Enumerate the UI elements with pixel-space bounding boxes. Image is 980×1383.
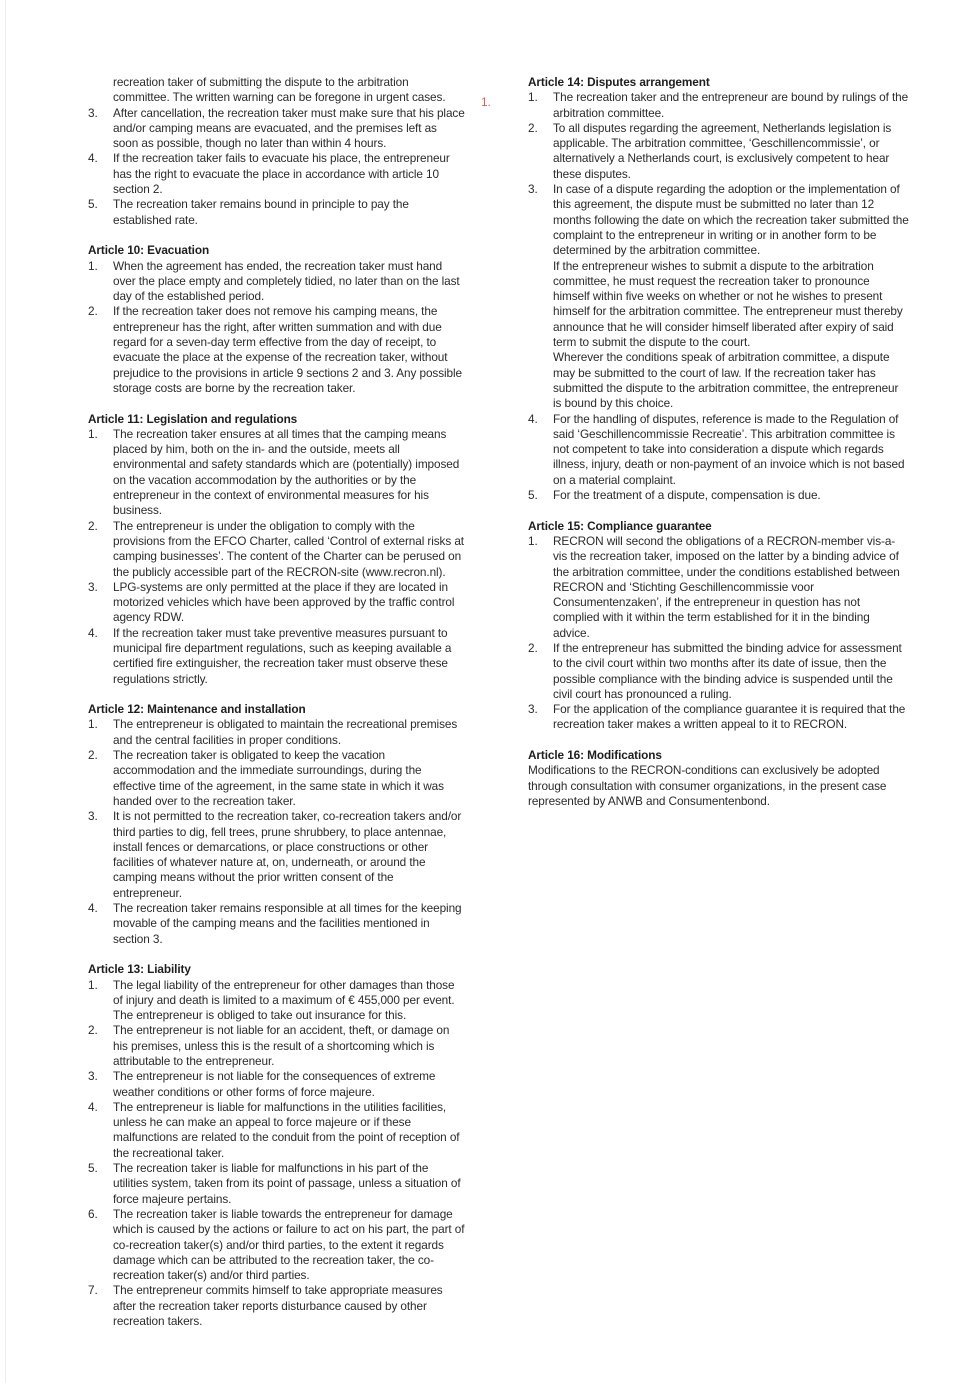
paragraph-text: After cancellation, the recreation taker must make sure that his place and/or camping means are evacuated, and the premises left as soon as possible, though no later than within 4 hours. xyxy=(113,105,465,151)
item-number: 4. xyxy=(88,625,98,640)
article-heading: Article 16: Modifications xyxy=(528,748,662,763)
paragraph-text: Modifications to the RECRON-conditions can exclusively be adopted through consultation with consumer organizations, in the present case represented by ANWB and Consumentenbond. xyxy=(528,763,887,808)
paragraph-text: RECRON will second the obligations of a RECRON-member vis-a-vis the recreation taker, imposed on the latter by a binding advice of the arbitration committee, under the conditions established between RECRON and ‘Stichting Geschillencommissie voor Consumentenzaken’, if the entrepreneur in question has not complied with it within the term established for it in the binding advice. xyxy=(553,533,900,640)
paragraph-text: The legal liability of the entrepreneur for other damages than those of injury and death is limited to a maximum of € 455,000 per event. The entrepreneur is obliged to take out insurance for this. xyxy=(113,977,455,1023)
list-item xyxy=(528,182,909,411)
list-item xyxy=(88,259,465,305)
paragraph-text: The entrepreneur is under the obligation to comply with the provisions from the EFCO Charter, called ‘Control of external risks at camping businesses’. The content of the Charter can be perused on the publicly accessible part of the RECRON-site (www.recron.nl). xyxy=(113,518,464,579)
list-item xyxy=(88,1207,465,1283)
item-text xyxy=(553,702,909,733)
article-heading: Article 11: Legislation and regulations xyxy=(88,411,298,426)
paragraph-text: The recreation taker is liable for malfunctions in his part of the utilities system, taken from its point of passage, unless a situation of force majeure pertains. xyxy=(113,1161,461,1206)
article-section xyxy=(528,75,909,503)
list-item xyxy=(88,197,465,228)
item-text xyxy=(113,197,465,228)
paragraph-text: The entrepreneur is liable for malfunctions in the utilities facilities, unless he can make an appeal to force majeure or if these malfunctions are related to the conduit from the point of reception of the recreational taker. xyxy=(113,1099,460,1160)
paragraph-text: If the entrepreneur wishes to submit a dispute to the arbitration committee, he must request the recreation taker to pronounce himself within five weeks on whether or not he wishes to present himself for the arbitration committee. The entrepreneur must thereby announce that he will consider himself liberated after expiry of said term to submit the dispute to the court. xyxy=(553,258,903,350)
article-paragraph xyxy=(528,763,909,809)
item-text xyxy=(553,488,909,503)
item-number: 3. xyxy=(528,702,538,717)
item-number: 5. xyxy=(528,488,538,503)
paragraph-text: The recreation taker ensures at all times that the camping means placed by him, both on the in- and the outside, meets all environmental and safety standards which are (potentially) imposed on the vacation accommodation by the authorities or by the entrepreneur in the context of environmental measures for his business. xyxy=(113,426,460,518)
paragraph-text: In case of a dispute regarding the adoption or the implementation of this agreement, the dispute must be submitted no later than 12 months following the date on which the recreation taker submitted the complaint to the entrepreneur in writing or in another form to be determined by the arbitration committee. xyxy=(553,182,909,258)
item-text xyxy=(113,1207,465,1283)
paragraph-text: To all disputes regarding the agreement, Netherlands legislation is applicable. The arbitration committee, ‘Geschillencommissie’, or alternatively a Netherlands court, is exclusively competent to hear these disputes. xyxy=(553,120,892,181)
item-text xyxy=(553,90,909,121)
paragraph-text: LPG-systems are only permitted at the place if they are located in motorized vehicles which have been approved by the traffic control agency RDW. xyxy=(113,579,455,625)
list-item xyxy=(528,702,909,733)
list-item xyxy=(88,717,465,748)
item-number: 4. xyxy=(88,151,98,166)
item-number: 1. xyxy=(528,533,538,548)
article-section xyxy=(88,412,465,687)
article-heading: Article 14: Disputes arrangement xyxy=(528,75,710,89)
paragraph-text: If the entrepreneur has submitted the binding advice for assessment to the civil court within two months after its date of issue, then the possible compliance with the binding advice is suspended until the civil court has pronounced a ruling. xyxy=(553,640,902,701)
paragraph-text: For the handling of disputes, reference is made to the Regulation of said ‘Geschillencommissie Recreatie’. This arbitration committee is not competent to take into consideration a dispute which regards illness, injury, death or non-payment of an invoice which is not based on a material complaint. xyxy=(553,411,905,487)
paragraph-text: The entrepreneur is not liable for an accident, theft, or damage on his premises, unless this is the result of a shortcoming which is attributable to the entrepreneur. xyxy=(113,1023,450,1068)
item-number: 1. xyxy=(88,426,98,441)
item-text xyxy=(113,978,465,1024)
paragraph-text: For the application of the compliance guarantee it is required that the recreation taker makes a written appeal to it to RECRON. xyxy=(553,702,906,732)
list-item xyxy=(88,151,465,197)
column-left xyxy=(88,75,465,1329)
page-left-edge xyxy=(5,0,6,1383)
paragraph-text: The entrepreneur is obligated to maintain the recreational premises and the central facilities in proper conditions. xyxy=(113,717,458,747)
article-section xyxy=(88,243,465,396)
list-item xyxy=(88,106,465,152)
item-number: 1. xyxy=(88,977,98,992)
paragraph-text: If the recreation taker does not remove his camping means, the entrepreneur has the right, after written summation and with due regard for a seven-day term effective from the day of receipt, to evacuate the place at the expense of the recreation taker, without prejudice to the provisions in article 9 sections 2 and 3. Any possible storage costs are borne by the recreation taker. xyxy=(113,304,462,395)
item-number: 3. xyxy=(88,809,98,824)
list-item xyxy=(88,748,465,809)
paragraph-text: Wherever the conditions speak of arbitration committee, a dispute may be submitted to the court of law. If the recreation taker has submitted the dispute to the arbitration committee, the entrepreneur is bound by this choice. xyxy=(553,350,899,411)
list-item xyxy=(528,121,909,182)
list-item xyxy=(88,304,465,396)
list-item xyxy=(88,1283,465,1329)
item-text xyxy=(553,121,909,182)
item-text xyxy=(113,901,465,947)
list-item xyxy=(88,1069,465,1100)
item-number: 4. xyxy=(88,1099,98,1114)
item-number: 7. xyxy=(88,1283,98,1298)
item-text xyxy=(553,182,909,411)
item-number: 1. xyxy=(88,717,98,732)
list-item xyxy=(88,1100,465,1161)
column-right xyxy=(528,75,909,809)
margin-annotation-marker: 1. xyxy=(481,95,491,109)
item-number: 2. xyxy=(88,518,98,533)
paragraph-text: When the agreement has ended, the recreation taker must hand over the place empty and completely tidied, no later than on the last day of the established period. xyxy=(113,258,460,304)
item-text xyxy=(113,75,465,106)
item-number: 2. xyxy=(528,120,538,135)
item-number: 3. xyxy=(528,182,538,197)
list-item xyxy=(88,901,465,947)
item-text xyxy=(113,106,465,152)
item-number: 3. xyxy=(88,1069,98,1084)
item-number: 2. xyxy=(88,748,98,763)
paragraph-text: The recreation taker is liable towards the entrepreneur for damage which is caused by the actions or failure to act on his part, the part of co-recreation taker(s) and/or third parties, to the extent it regards damage which can be attributed to the recreation taker, the co-recreation taker(s) and/or third parties. xyxy=(113,1206,465,1283)
paragraph-text: The recreation taker remains bound in principle to pay the established rate. xyxy=(113,197,409,227)
paragraph-text: The recreation taker is obligated to keep the vacation accommodation and the immediate surroundings, during the effective time of the agreement, in the same state in which it was handed over to the recreation taker. xyxy=(113,748,444,808)
list-item xyxy=(88,75,465,106)
item-text xyxy=(113,1283,465,1329)
item-text xyxy=(113,626,465,687)
item-text xyxy=(113,1161,465,1207)
item-text xyxy=(113,304,465,396)
list-item xyxy=(88,519,465,580)
item-number: 3. xyxy=(88,105,98,120)
item-number: 2. xyxy=(88,1023,98,1038)
list-item xyxy=(528,488,909,503)
item-number: 2. xyxy=(88,304,98,319)
article-heading: Article 12: Maintenance and installation xyxy=(88,702,306,717)
item-text xyxy=(113,259,465,305)
article-section xyxy=(528,519,909,733)
list-item xyxy=(88,427,465,519)
item-text xyxy=(113,1100,465,1161)
item-text xyxy=(113,809,465,901)
list-item xyxy=(88,626,465,687)
list-item xyxy=(88,580,465,626)
list-item xyxy=(528,412,909,488)
item-text xyxy=(113,427,465,519)
list-item xyxy=(88,809,465,901)
article-heading: Article 13: Liability xyxy=(88,962,191,977)
article-heading: Article 10: Evacuation xyxy=(88,243,210,258)
list-item xyxy=(88,978,465,1024)
item-number: 2. xyxy=(528,640,538,655)
item-text xyxy=(553,534,909,641)
item-text xyxy=(113,748,465,809)
article-section xyxy=(88,962,465,1329)
item-number: 1. xyxy=(528,90,538,105)
item-text xyxy=(113,1023,465,1069)
list-item xyxy=(528,90,909,121)
list-item xyxy=(88,1023,465,1069)
item-number: 5. xyxy=(88,197,98,212)
paragraph-text: The entrepreneur commits himself to take appropriate measures after the recreation taker reports disturbance caused by other recreation takers. xyxy=(113,1283,443,1329)
item-text xyxy=(553,412,909,488)
item-number: 3. xyxy=(88,579,98,594)
item-text xyxy=(113,1069,465,1100)
item-text xyxy=(113,151,465,197)
item-text xyxy=(553,641,909,702)
paragraph-text: recreation taker of submitting the dispute to the arbitration committee. The written warning can be foregone in urgent cases. xyxy=(113,75,446,105)
article-section xyxy=(88,75,465,228)
paragraph-text: The recreation taker remains responsible at all times for the keeping movable of the camping means and the facilities mentioned in section 3. xyxy=(113,901,462,946)
article-section xyxy=(528,748,909,809)
item-text xyxy=(113,519,465,580)
item-text xyxy=(113,580,465,626)
list-item xyxy=(88,1161,465,1207)
item-number: 5. xyxy=(88,1161,98,1176)
item-number: 4. xyxy=(528,411,538,426)
item-number: 4. xyxy=(88,901,98,916)
item-number: 1. xyxy=(88,258,98,273)
item-number: 6. xyxy=(88,1206,98,1221)
paragraph-text: If the recreation taker must take preventive measures pursuant to municipal fire department regulations, such as keeping available a certified fire extinguisher, the recreation taker must observe these regulations strictly. xyxy=(113,625,452,686)
item-text xyxy=(113,717,465,748)
paragraph-text: The entrepreneur is not liable for the consequences of extreme weather conditions or other forms of force majeure. xyxy=(113,1069,436,1099)
list-item xyxy=(528,641,909,702)
paragraph-text: The recreation taker and the entrepreneur are bound by rulings of the arbitration committee. xyxy=(553,90,909,120)
article-heading: Article 15: Compliance guarantee xyxy=(528,518,712,533)
article-section xyxy=(88,702,465,947)
paragraph-text: If the recreation taker fails to evacuate his place, the entrepreneur has the right to evacuate the place in accordance with article 10 section 2. xyxy=(113,151,450,197)
paragraph-text: For the treatment of a dispute, compensation is due. xyxy=(553,488,821,503)
list-item xyxy=(528,534,909,641)
paragraph-text: It is not permitted to the recreation taker, co-recreation takers and/or third parties to dig, fell trees, prune shrubbery, to place antennae, install fences or demarcations, or place constructions or other facilities of whatever nature at, on, underneath, or around the camping means without the prior written consent of the entrepreneur. xyxy=(113,809,462,900)
